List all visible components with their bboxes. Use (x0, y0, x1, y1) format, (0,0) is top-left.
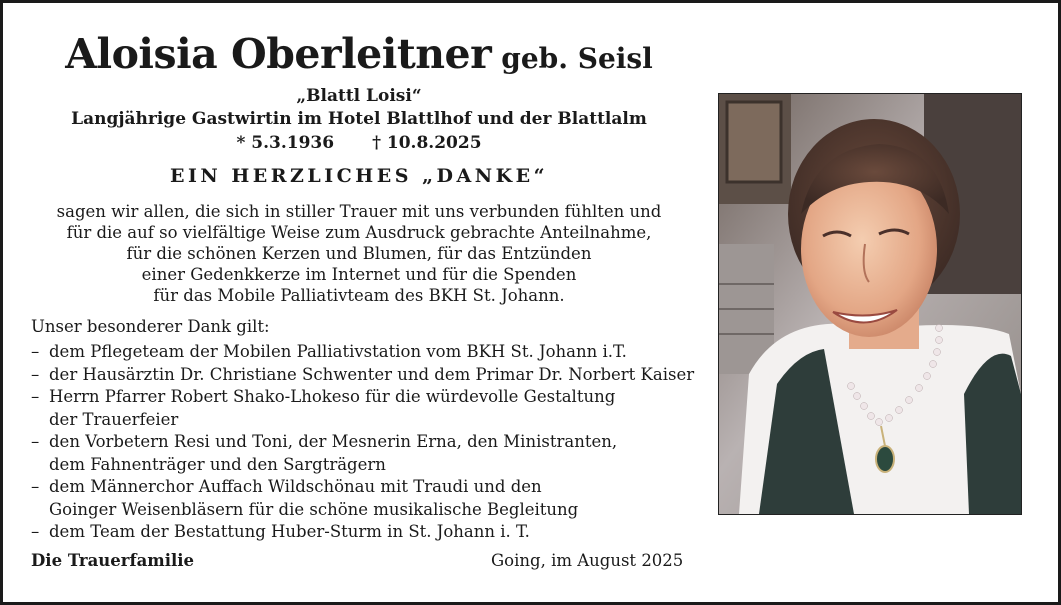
list-item (31, 364, 711, 387)
list-item-line: – dem Team der Bestattung Huber-Sturm in St. Johann i. T. (49, 522, 530, 541)
special-thanks-title: Unser besonderer Dank gilt: (31, 317, 270, 336)
list-item (31, 341, 711, 364)
nickname: „Blattl Loisi“ (296, 86, 422, 106)
list-item-line: – der Hausärztin Dr. Christiane Schwenter und dem Primar Dr. Norbert Kaiser (49, 364, 695, 384)
portrait-photo (718, 93, 1022, 515)
list-item-line: Goinger Weisenbläsern für die schöne musikalische Begleitung (49, 499, 579, 519)
full-name: Aloisia Oberleitner (65, 30, 492, 78)
thanks-line: für die schönen Kerzen und Blumen, für das Entzünden (126, 244, 592, 263)
list-item-line: der Trauerfeier (49, 409, 179, 429)
list-item-line: dem Fahnenträger und den Sargträgern (49, 454, 386, 474)
thanks-line: für die auf so vielfältige Weise zum Ausdruck gebrachte Anteilnahme, (66, 223, 652, 242)
special-thanks-list (31, 341, 711, 544)
signature: Die Trauerfamilie (31, 551, 195, 570)
list-item (31, 476, 711, 521)
list-item-line: – Herrn Pfarrer Robert Shako-Lhokeso für die würdevolle Gestaltung (49, 387, 616, 406)
birth-date: * 5.3.1936 (236, 133, 335, 153)
life-dates (0, 133, 718, 153)
thanks-line: einer Gedenkkerze im Internet und für die Spenden (141, 265, 577, 284)
list-item-line: – den Vorbetern Resi und Toni, der Mesnerin Erna, den Ministranten, (49, 432, 618, 451)
place-date: Going, im August 2025 (491, 551, 684, 570)
list-item (31, 431, 711, 476)
list-item (31, 521, 711, 544)
occupation: Langjährige Gastwirtin im Hotel Blattlhof und der Blattlalm (71, 109, 647, 129)
list-item-line: – dem Pflegeteam der Mobilen Palliativstation vom BKH St. Johann i.T. (49, 342, 627, 361)
maiden-name: geb. Seisl (501, 42, 653, 75)
list-item-line: – dem Männerchor Auffach Wildschönau mit Traudi und den (49, 477, 542, 496)
thanks-paragraph (0, 201, 718, 306)
death-date: † 10.8.2025 (372, 133, 482, 153)
thanks-heading: EIN HERZLICHES „DANKE“ (169, 165, 549, 187)
deceased-name (0, 30, 718, 78)
list-item (31, 386, 711, 431)
thanks-line: für das Mobile Palliativteam des BKH St. Johann. (153, 286, 565, 305)
thanks-line: sagen wir allen, die sich in stiller Trauer mit uns verbunden fühlten und (56, 202, 662, 221)
